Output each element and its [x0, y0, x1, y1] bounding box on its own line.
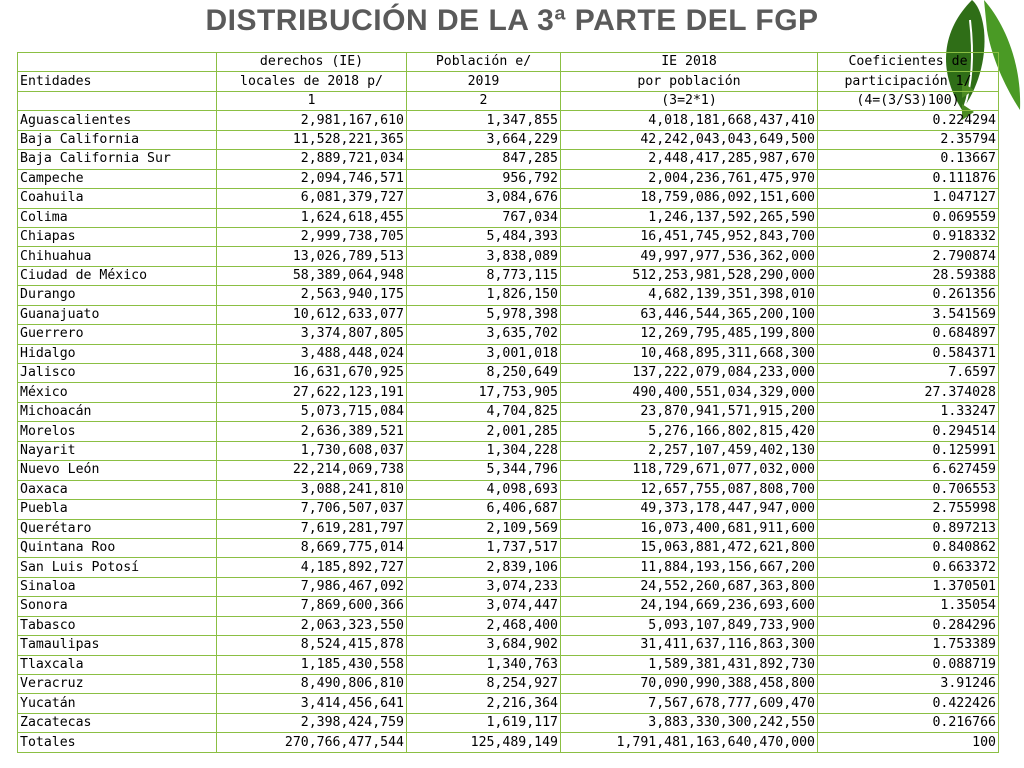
totals-row: [18, 733, 999, 752]
value-cell: 5,093,107,849,733,900: [561, 616, 818, 635]
table-row: [18, 325, 999, 344]
value-cell: 5,344,796: [407, 461, 561, 480]
value-cell: 2,839,106: [407, 558, 561, 577]
value-cell: 22,214,069,738: [217, 461, 407, 480]
value-cell: 0.261356: [818, 286, 999, 305]
value-cell: 8,250,649: [407, 364, 561, 383]
entity-cell: Chiapas: [18, 227, 217, 246]
value-cell: 17,753,905: [407, 383, 561, 402]
entity-cell: Totales: [18, 733, 217, 752]
value-cell: 4,682,139,351,398,010: [561, 286, 818, 305]
value-cell: 10,612,633,077: [217, 305, 407, 324]
table-row: [18, 227, 999, 246]
entity-cell: Sinaloa: [18, 577, 217, 596]
header-row: [18, 72, 999, 91]
value-cell: 1.047127: [818, 189, 999, 208]
value-cell: 118,729,671,077,032,000: [561, 461, 818, 480]
value-cell: 27.374028: [818, 383, 999, 402]
header-cell: 2: [407, 91, 561, 110]
value-cell: 2,468,400: [407, 616, 561, 635]
entity-cell: Guanajuato: [18, 305, 217, 324]
value-cell: 16,451,745,952,843,700: [561, 227, 818, 246]
table-row: [18, 597, 999, 616]
entity-cell: Tabasco: [18, 616, 217, 635]
table-row: [18, 636, 999, 655]
table-row: [18, 383, 999, 402]
value-cell: 18,759,086,092,151,600: [561, 189, 818, 208]
value-cell: 1,826,150: [407, 286, 561, 305]
value-cell: 490,400,551,034,329,000: [561, 383, 818, 402]
value-cell: 3,635,702: [407, 325, 561, 344]
value-cell: 7,567,678,777,609,470: [561, 694, 818, 713]
value-cell: 8,773,115: [407, 266, 561, 285]
header-cell: [18, 91, 217, 110]
header-cell: locales de 2018 p/: [217, 72, 407, 91]
table-row: [18, 461, 999, 480]
entity-cell: Nayarit: [18, 441, 217, 460]
entity-cell: Nuevo León: [18, 461, 217, 480]
table-row: [18, 558, 999, 577]
header-cell: derechos (IE): [217, 53, 407, 72]
value-cell: 1,304,228: [407, 441, 561, 460]
value-cell: 0.216766: [818, 713, 999, 732]
value-cell: 4,098,693: [407, 480, 561, 499]
value-cell: 0.584371: [818, 344, 999, 363]
value-cell: 270,766,477,544: [217, 733, 407, 752]
value-cell: 1.33247: [818, 402, 999, 421]
header-cell: (3=2*1): [561, 91, 818, 110]
value-cell: 0.224294: [818, 111, 999, 130]
header-cell: (4=(3/S3)100): [818, 91, 999, 110]
value-cell: 1,730,608,037: [217, 441, 407, 460]
value-cell: 11,528,221,365: [217, 130, 407, 149]
value-cell: 58,389,064,948: [217, 266, 407, 285]
value-cell: 1,185,430,558: [217, 655, 407, 674]
value-cell: 2,063,323,550: [217, 616, 407, 635]
entity-cell: Jalisco: [18, 364, 217, 383]
value-cell: 3,664,229: [407, 130, 561, 149]
value-cell: 6,406,687: [407, 500, 561, 519]
value-cell: 3,684,902: [407, 636, 561, 655]
value-cell: 2,216,364: [407, 694, 561, 713]
value-cell: 27,622,123,191: [217, 383, 407, 402]
value-cell: 0.918332: [818, 227, 999, 246]
value-cell: 7,619,281,797: [217, 519, 407, 538]
value-cell: 2.35794: [818, 130, 999, 149]
value-cell: 63,446,544,365,200,100: [561, 305, 818, 324]
table-row: [18, 480, 999, 499]
entity-cell: Guerrero: [18, 325, 217, 344]
value-cell: 49,997,977,536,362,000: [561, 247, 818, 266]
value-cell: 5,978,398: [407, 305, 561, 324]
value-cell: 28.59388: [818, 266, 999, 285]
value-cell: 2,001,285: [407, 422, 561, 441]
value-cell: 10,468,895,311,668,300: [561, 344, 818, 363]
value-cell: 1,347,855: [407, 111, 561, 130]
value-cell: 3,088,241,810: [217, 480, 407, 499]
value-cell: 70,090,990,388,458,800: [561, 675, 818, 694]
value-cell: 7,986,467,092: [217, 577, 407, 596]
entity-cell: San Luis Potosí: [18, 558, 217, 577]
table-row: [18, 713, 999, 732]
entity-cell: Veracruz: [18, 675, 217, 694]
value-cell: 2,004,236,761,475,970: [561, 169, 818, 188]
header-cell: Población e/: [407, 53, 561, 72]
value-cell: 0.422426: [818, 694, 999, 713]
value-cell: 1,619,117: [407, 713, 561, 732]
header-cell: 2019: [407, 72, 561, 91]
value-cell: 1,246,137,592,265,590: [561, 208, 818, 227]
value-cell: 0.663372: [818, 558, 999, 577]
value-cell: 2,398,424,759: [217, 713, 407, 732]
value-cell: 0.897213: [818, 519, 999, 538]
distribution-table: [17, 52, 999, 753]
header-row: [18, 53, 999, 72]
value-cell: 2,636,389,521: [217, 422, 407, 441]
entity-cell: Hidalgo: [18, 344, 217, 363]
value-cell: 8,254,927: [407, 675, 561, 694]
table-row: [18, 402, 999, 421]
entity-cell: Tlaxcala: [18, 655, 217, 674]
header-cell: Entidades: [18, 72, 217, 91]
value-cell: 7,869,600,366: [217, 597, 407, 616]
value-cell: 2,999,738,705: [217, 227, 407, 246]
header-cell: IE 2018: [561, 53, 818, 72]
entity-cell: Chihuahua: [18, 247, 217, 266]
entity-cell: Ciudad de México: [18, 266, 217, 285]
value-cell: 3,084,676: [407, 189, 561, 208]
table-row: [18, 130, 999, 149]
entity-cell: México: [18, 383, 217, 402]
value-cell: 767,034: [407, 208, 561, 227]
entity-cell: Querétaro: [18, 519, 217, 538]
value-cell: 100: [818, 733, 999, 752]
table-row: [18, 266, 999, 285]
value-cell: 42,242,043,043,649,500: [561, 130, 818, 149]
entity-cell: Baja California Sur: [18, 150, 217, 169]
value-cell: 24,552,260,687,363,800: [561, 577, 818, 596]
value-cell: 23,870,941,571,915,200: [561, 402, 818, 421]
value-cell: 5,484,393: [407, 227, 561, 246]
value-cell: 125,489,149: [407, 733, 561, 752]
table-row: [18, 616, 999, 635]
table-row: [18, 286, 999, 305]
table-row: [18, 344, 999, 363]
value-cell: 6,081,379,727: [217, 189, 407, 208]
table-row: [18, 169, 999, 188]
value-cell: 12,269,795,485,199,800: [561, 325, 818, 344]
table-row: [18, 441, 999, 460]
value-cell: 3.541569: [818, 305, 999, 324]
table-row: [18, 364, 999, 383]
value-cell: 11,884,193,156,667,200: [561, 558, 818, 577]
table-row: [18, 675, 999, 694]
table-row: [18, 247, 999, 266]
value-cell: 8,669,775,014: [217, 538, 407, 557]
value-cell: 8,524,415,878: [217, 636, 407, 655]
header-cell: participación 1/: [818, 72, 999, 91]
entity-cell: Quintana Roo: [18, 538, 217, 557]
value-cell: 4,185,892,727: [217, 558, 407, 577]
entity-cell: Puebla: [18, 500, 217, 519]
value-cell: 0.684897: [818, 325, 999, 344]
value-cell: 512,253,981,528,290,000: [561, 266, 818, 285]
entity-cell: Zacatecas: [18, 713, 217, 732]
entity-cell: Campeche: [18, 169, 217, 188]
value-cell: 3.91246: [818, 675, 999, 694]
table-row: [18, 655, 999, 674]
entity-cell: Baja California: [18, 130, 217, 149]
value-cell: 1,624,618,455: [217, 208, 407, 227]
entity-cell: Tamaulipas: [18, 636, 217, 655]
value-cell: 2.790874: [818, 247, 999, 266]
value-cell: 1,737,517: [407, 538, 561, 557]
table-row: [18, 189, 999, 208]
value-cell: 0.13667: [818, 150, 999, 169]
value-cell: 6.627459: [818, 461, 999, 480]
entity-cell: Michoacán: [18, 402, 217, 421]
entity-cell: Morelos: [18, 422, 217, 441]
value-cell: 7.6597: [818, 364, 999, 383]
table-row: [18, 519, 999, 538]
entity-cell: Coahuila: [18, 189, 217, 208]
header-cell: por población: [561, 72, 818, 91]
value-cell: 16,073,400,681,911,600: [561, 519, 818, 538]
table-row: [18, 538, 999, 557]
table-row: [18, 500, 999, 519]
value-cell: 137,222,079,084,233,000: [561, 364, 818, 383]
table-row: [18, 694, 999, 713]
value-cell: 2.755998: [818, 500, 999, 519]
value-cell: 0.088719: [818, 655, 999, 674]
entity-cell: Sonora: [18, 597, 217, 616]
value-cell: 13,026,789,513: [217, 247, 407, 266]
value-cell: 7,706,507,037: [217, 500, 407, 519]
entity-cell: Durango: [18, 286, 217, 305]
value-cell: 3,074,233: [407, 577, 561, 596]
value-cell: 0.284296: [818, 616, 999, 635]
value-cell: 0.069559: [818, 208, 999, 227]
header-cell: Coeficientes de: [818, 53, 999, 72]
table-row: [18, 111, 999, 130]
table-row: [18, 150, 999, 169]
value-cell: 12,657,755,087,808,700: [561, 480, 818, 499]
value-cell: 15,063,881,472,621,800: [561, 538, 818, 557]
value-cell: 2,094,746,571: [217, 169, 407, 188]
value-cell: 2,889,721,034: [217, 150, 407, 169]
value-cell: 2,109,569: [407, 519, 561, 538]
value-cell: 3,001,018: [407, 344, 561, 363]
value-cell: 1,589,381,431,892,730: [561, 655, 818, 674]
value-cell: 2,257,107,459,402,130: [561, 441, 818, 460]
value-cell: 847,285: [407, 150, 561, 169]
table-row: [18, 208, 999, 227]
value-cell: 8,490,806,810: [217, 675, 407, 694]
value-cell: 2,981,167,610: [217, 111, 407, 130]
table-row: [18, 577, 999, 596]
value-cell: 3,414,456,641: [217, 694, 407, 713]
value-cell: 24,194,669,236,693,600: [561, 597, 818, 616]
value-cell: 1.753389: [818, 636, 999, 655]
value-cell: 3,074,447: [407, 597, 561, 616]
value-cell: 5,073,715,084: [217, 402, 407, 421]
entity-cell: Colima: [18, 208, 217, 227]
value-cell: 4,704,825: [407, 402, 561, 421]
value-cell: 3,488,448,024: [217, 344, 407, 363]
value-cell: 16,631,670,925: [217, 364, 407, 383]
value-cell: 956,792: [407, 169, 561, 188]
header-cell: [18, 53, 217, 72]
value-cell: 1.35054: [818, 597, 999, 616]
value-cell: 1,340,763: [407, 655, 561, 674]
table-row: [18, 305, 999, 324]
entity-cell: Aguascalientes: [18, 111, 217, 130]
entity-cell: Yucatán: [18, 694, 217, 713]
table-row: [18, 422, 999, 441]
value-cell: 31,411,637,116,863,300: [561, 636, 818, 655]
value-cell: 0.125991: [818, 441, 999, 460]
page-title: DISTRIBUCIÓN DE LA 3ª PARTE DEL FGP: [205, 4, 819, 37]
value-cell: 0.706553: [818, 480, 999, 499]
value-cell: 0.111876: [818, 169, 999, 188]
value-cell: 1,791,481,163,640,470,000: [561, 733, 818, 752]
value-cell: 2,448,417,285,987,670: [561, 150, 818, 169]
header-cell: 1: [217, 91, 407, 110]
header-row: [18, 91, 999, 110]
value-cell: 49,373,178,447,947,000: [561, 500, 818, 519]
value-cell: 3,374,807,805: [217, 325, 407, 344]
value-cell: 5,276,166,802,815,420: [561, 422, 818, 441]
value-cell: 0.294514: [818, 422, 999, 441]
value-cell: 2,563,940,175: [217, 286, 407, 305]
value-cell: 3,838,089: [407, 247, 561, 266]
value-cell: 4,018,181,668,437,410: [561, 111, 818, 130]
value-cell: 0.840862: [818, 538, 999, 557]
value-cell: 3,883,330,300,242,550: [561, 713, 818, 732]
value-cell: 1.370501: [818, 577, 999, 596]
entity-cell: Oaxaca: [18, 480, 217, 499]
